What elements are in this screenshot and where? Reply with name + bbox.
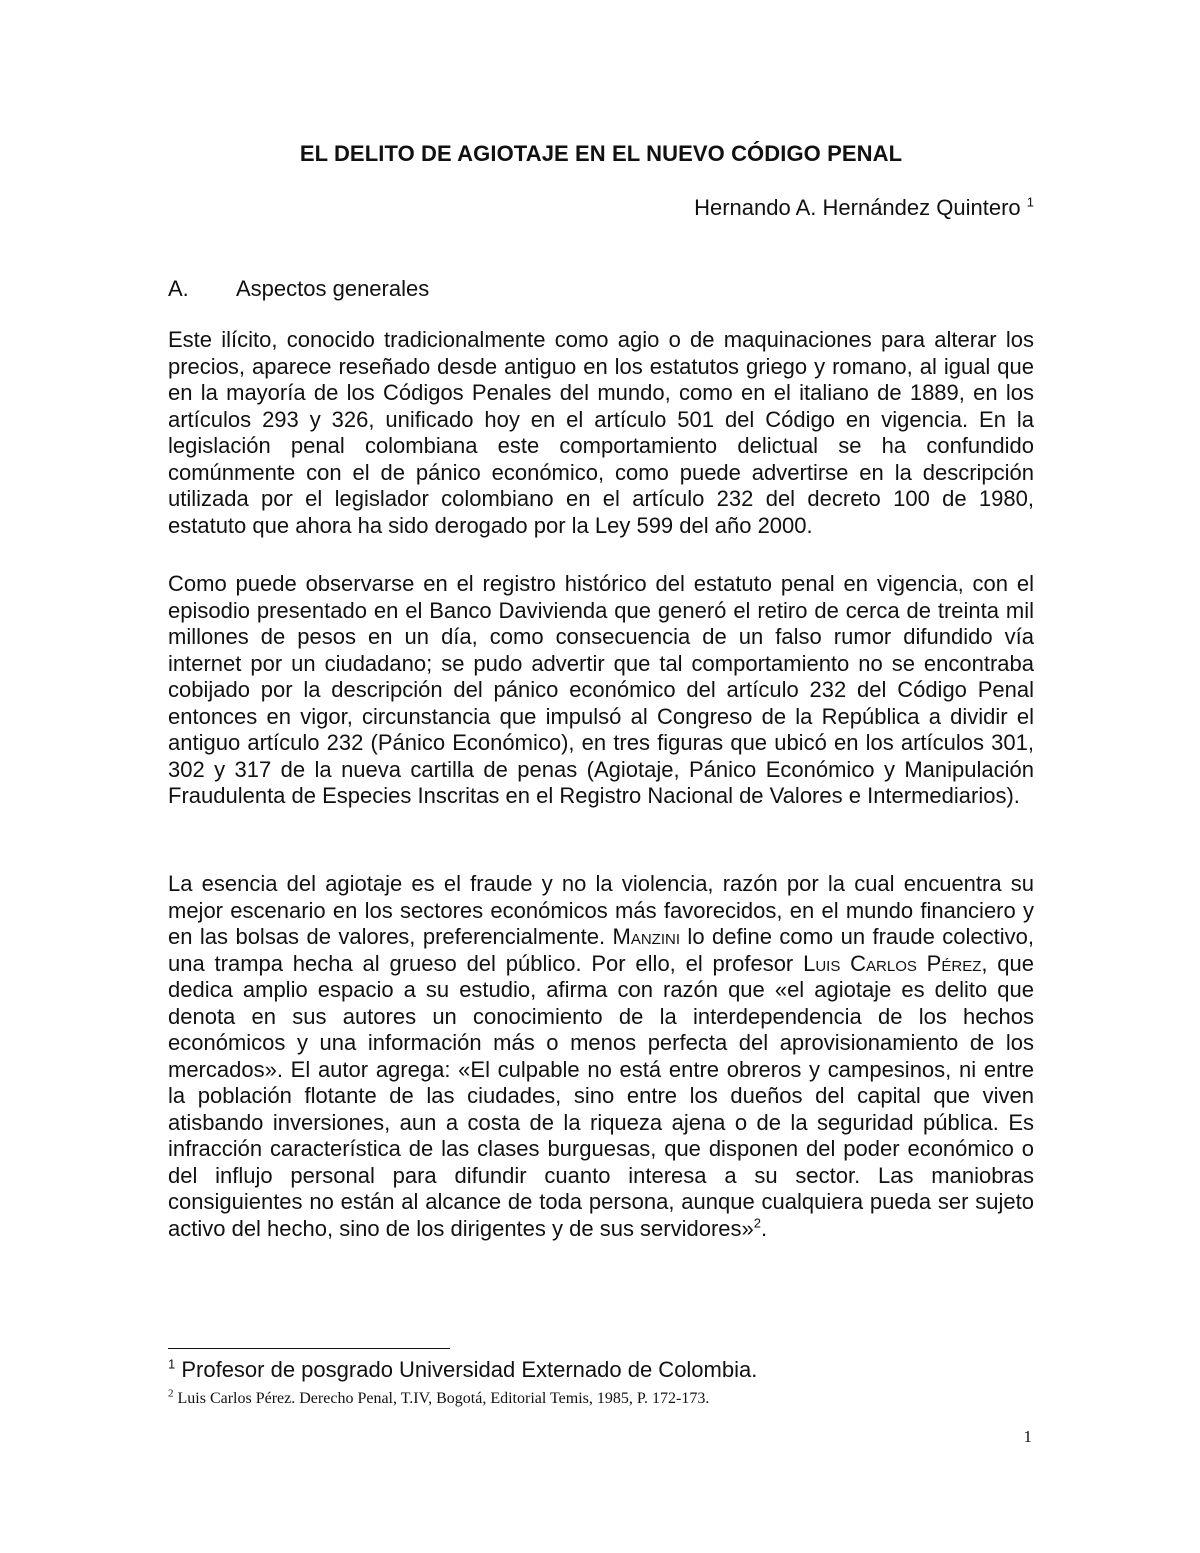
- paragraph-3-part-a: La esencia del agiotaje es el fraude y no la violencia, razón por la cual encuentra su mejor escenario en los sectores económicos más favorecidos, en el mundo financiero y en las bolsas de valores, preferencialmente.: [168, 871, 1034, 949]
- paragraph-2: Como puede observarse en el registro histórico del estatuto penal en vigencia, con el episodio presentado en el Banco Davivienda que generó el retiro de cerca de treinta mil millones de pesos en un día, como consecuencia de un falso rumor difundido vía internet por un ciudadano; se pudo advertir que tal comportamiento no se encontraba cobijado por la descripción del pánico económico del artículo 232 del Código Penal entonces en vigor, circunstancia que impulsó al Congreso de la República a dividir el antiguo artículo 232 (Pánico Económico), en tres figuras que ubicó en los artículos 301, 302 y 317 de la nueva cartilla de penas (Agiotaje, Pánico Económico y Manipulación Fraudulenta de Especies Inscritas en el Registro Nacional de Valores e Intermediarios).: [168, 571, 1034, 808]
- paragraph-3-part-c: , que dedica amplio espacio a su estudio, afirma con razón que «el agiotaje es delito que denota en sus autores un conocimiento de la interdependencia de los hechos económicos y una información más o menos perfecta del aprovisionamiento de los mercados». El autor agrega: «El culpable no está entre obreros y campesinos, ni entre la población flotante de las ciudades, sino entre los dueños del capital que viven atisbando inversiones, aun a costa de la riqueza ajena o de la seguridad pública. Es infracción característica de las clases burguesas, que disponen del poder económico o del influjo personal para difundir cuanto interesa a su sector. Las maniobras consiguientes no están al alcance de toda persona, aunque cualquiera pueda ser sujeto activo del hecho, sino de los dirigentes y de sus servidores»: [168, 950, 1035, 1241]
- footnote-2: [168, 1387, 710, 1408]
- page-number: 1: [1023, 1427, 1032, 1446]
- author-name-perez: Luis Carlos Pérez: [803, 950, 982, 976]
- author-name: Hernando A. Hernández Quintero: [694, 195, 1021, 220]
- paragraph-3-end: .: [761, 1215, 768, 1241]
- author-footnote-ref[interactable]: 1: [1026, 194, 1034, 210]
- paragraph-3-footnote-ref[interactable]: 2: [753, 1215, 762, 1231]
- paragraph-3-part-b: lo define como un fraude colectivo, una trampa hecha al grueso del público. Por ello, el profesor: [168, 924, 1035, 976]
- footnote-separator: [168, 1348, 450, 1349]
- footnote-1-mark: 1: [168, 1356, 176, 1372]
- footnote-1: [168, 1357, 757, 1383]
- section-heading: [168, 276, 429, 302]
- footnote-2-text: Luis Carlos Pérez. Derecho Penal, T.IV, Bogotá, Editorial Temis, 1985, P. 172-173.: [173, 1390, 710, 1407]
- paragraph-1: Este ilícito, conocido tradicionalmente como agio o de maquinaciones para alterar los precios, aparece reseñado desde antiguo en los estatutos griego y romano, al igual que en la mayoría de los Códigos Penales del mundo, como en el italiano de 1889, en los artículos 293 y 326, unificado hoy en el artículo 501 del Código en vigencia. En la legislación penal colombiana este comportamiento delictual se ha confundido comúnmente con el de pánico económico, como puede advertirse en la descripción utilizada por el legislador colombiano en el artículo 232 del decreto 100 de 1980, estatuto que ahora ha sido derogado por la Ley 599 del año 2000.: [168, 327, 1034, 538]
- footnote-1-text: Profesor de posgrado Universidad Externado de Colombia.: [175, 1357, 758, 1382]
- section-title: Aspectos generales: [236, 276, 430, 301]
- author-line: [694, 195, 1034, 221]
- footnote-2-mark: 2: [168, 1387, 174, 1400]
- paragraph-3: [168, 871, 1034, 1242]
- document-title: EL DELITO DE AGIOTAJE EN EL NUEVO CÓDIGO PENAL: [299, 141, 903, 166]
- author-name-manzini: Manzini: [612, 924, 680, 949]
- section-letter: A.: [168, 276, 189, 301]
